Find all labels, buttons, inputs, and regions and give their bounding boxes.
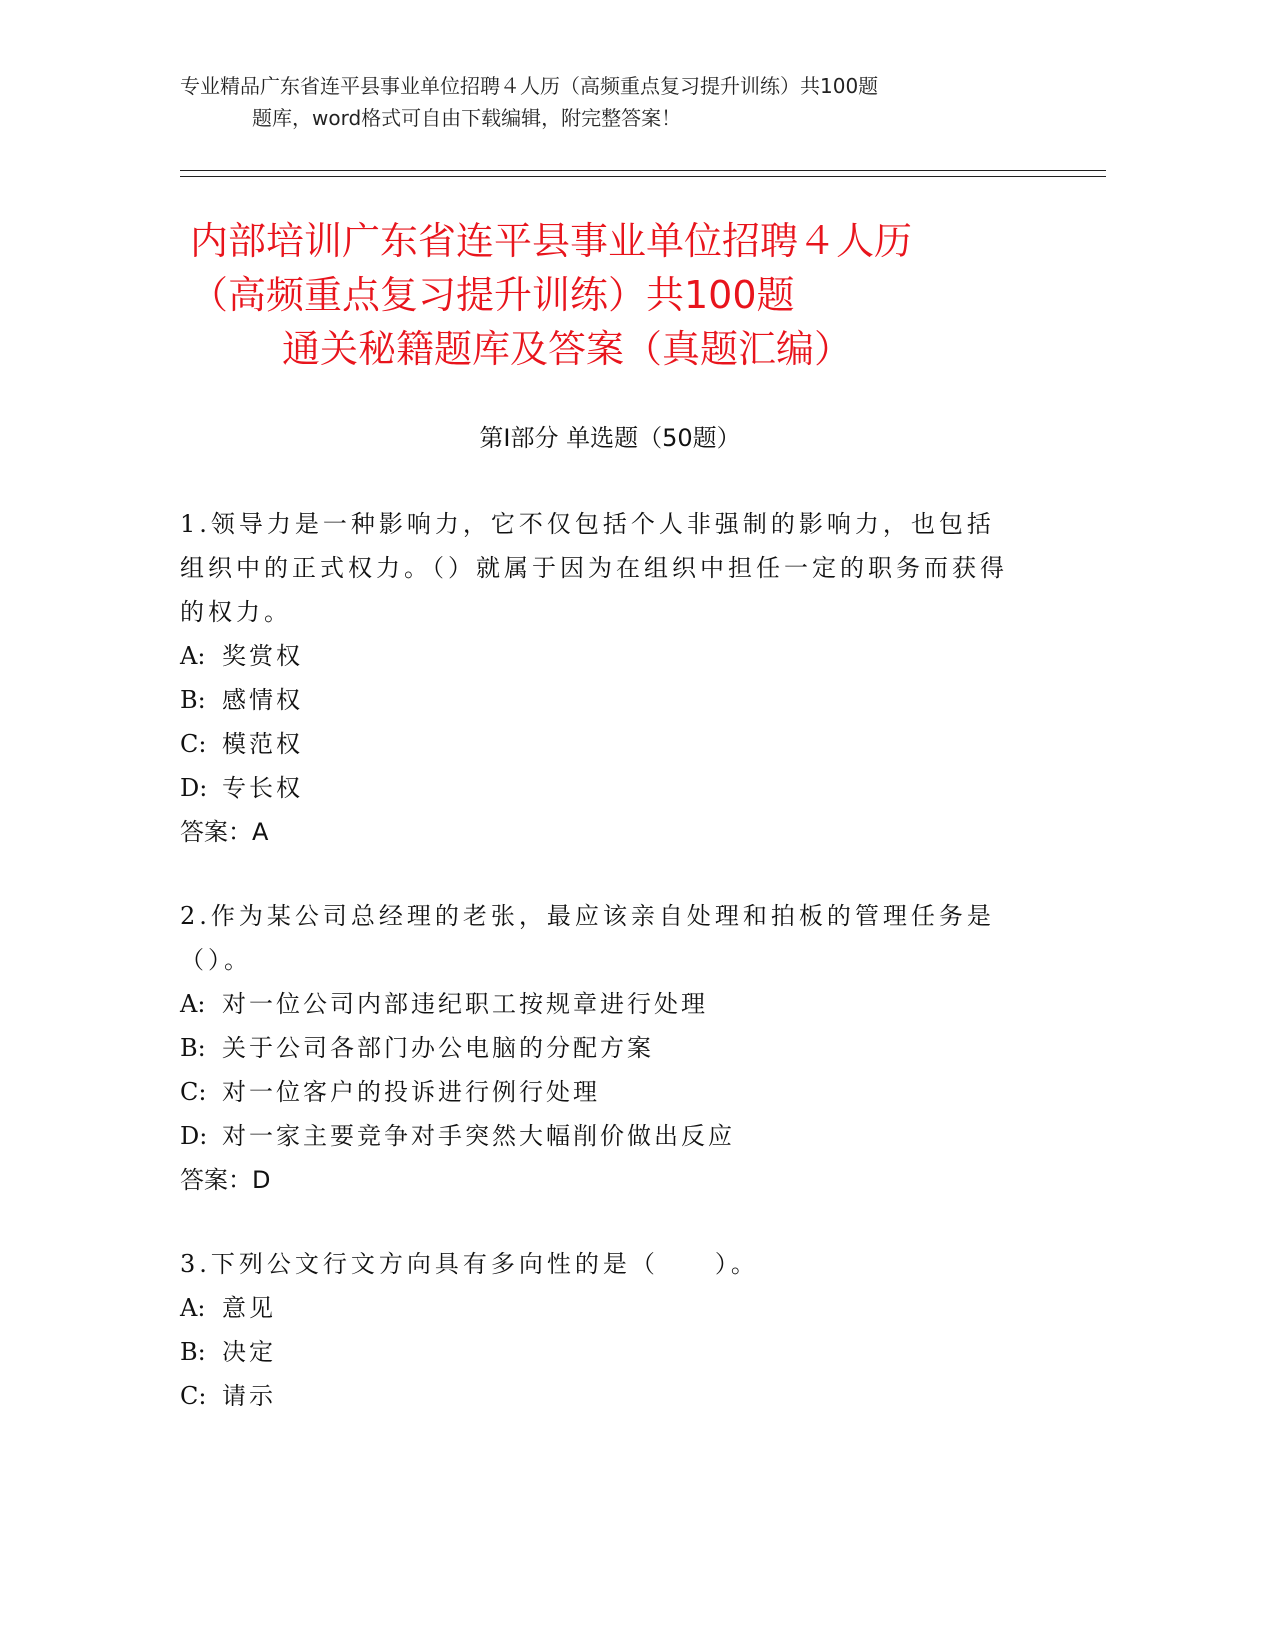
option-c [180, 722, 1020, 766]
question-text: 1.领导力是一种影响力，它不仅包括个人非强制的影响力，也包括组织中的正式权力。（）就属于因为在组织中担任一定的职务而获得的权力。 [180, 510, 1008, 626]
option-text: 关于公司各部门办公电脑的分配方案 [222, 1034, 654, 1062]
option-text: 对一家主要竞争对手突然大幅削价做出反应 [222, 1122, 735, 1150]
title-line-3: 通关秘籍题库及答案（真题汇编） [282, 327, 853, 371]
option-key: A: [180, 1294, 206, 1322]
option-b [180, 1330, 1020, 1374]
option-key: B: [180, 1034, 206, 1062]
option-a [180, 1286, 1020, 1330]
option-text: 奖赏权 [222, 642, 303, 670]
document-title [190, 214, 1090, 376]
option-text: 模范权 [222, 730, 303, 758]
option-text: 对一位公司内部违纪职工按规章进行处理 [222, 990, 708, 1018]
header-note [180, 70, 1060, 134]
option-key: B: [180, 686, 206, 714]
option-key: A: [180, 990, 206, 1018]
option-text: 专长权 [222, 774, 303, 802]
option-c [180, 1374, 1020, 1418]
question-2 [180, 894, 1020, 1202]
option-key: C: [180, 1382, 207, 1410]
header-divider-top [180, 170, 1106, 171]
header-line-2: 题库，word格式可自由下载编辑，附完整答案！ [252, 106, 682, 130]
title-line-1: 内部培训广东省连平县事业单位招聘４人历 [190, 219, 913, 263]
header-divider-bottom [180, 176, 1106, 177]
option-d [180, 1114, 1020, 1158]
question-text: 3.下列公文行文方向具有多向性的是（ ）。 [180, 1250, 759, 1278]
option-key: D: [180, 774, 208, 802]
option-text: 请示 [222, 1382, 276, 1410]
question-1 [180, 502, 1020, 854]
section-heading: 第Ⅰ部分 单选题（50题） [479, 424, 741, 452]
option-a [180, 634, 1020, 678]
option-c [180, 1070, 1020, 1114]
option-text: 感情权 [222, 686, 303, 714]
question-text: 2.作为某公司总经理的老张，最应该亲自处理和拍板的管理任务是（）。 [180, 902, 995, 974]
answer: 答案：D [180, 1166, 271, 1194]
option-b [180, 1026, 1020, 1070]
option-text: 对一位客户的投诉进行例行处理 [222, 1078, 600, 1106]
option-b [180, 678, 1020, 722]
answer: 答案：A [180, 818, 269, 846]
header-line-1: 专业精品广东省连平县事业单位招聘４人历（高频重点复习提升训练）共100题 [180, 74, 879, 98]
option-d [180, 766, 1020, 810]
title-line-2: （高频重点复习提升训练）共100题 [190, 273, 795, 317]
option-text: 意见 [222, 1294, 276, 1322]
option-key: B: [180, 1338, 206, 1366]
option-a [180, 982, 1020, 1026]
option-text: 决定 [222, 1338, 276, 1366]
option-key: C: [180, 1078, 207, 1106]
question-3 [180, 1242, 1020, 1418]
option-key: C: [180, 730, 207, 758]
option-key: D: [180, 1122, 208, 1150]
option-key: A: [180, 642, 206, 670]
